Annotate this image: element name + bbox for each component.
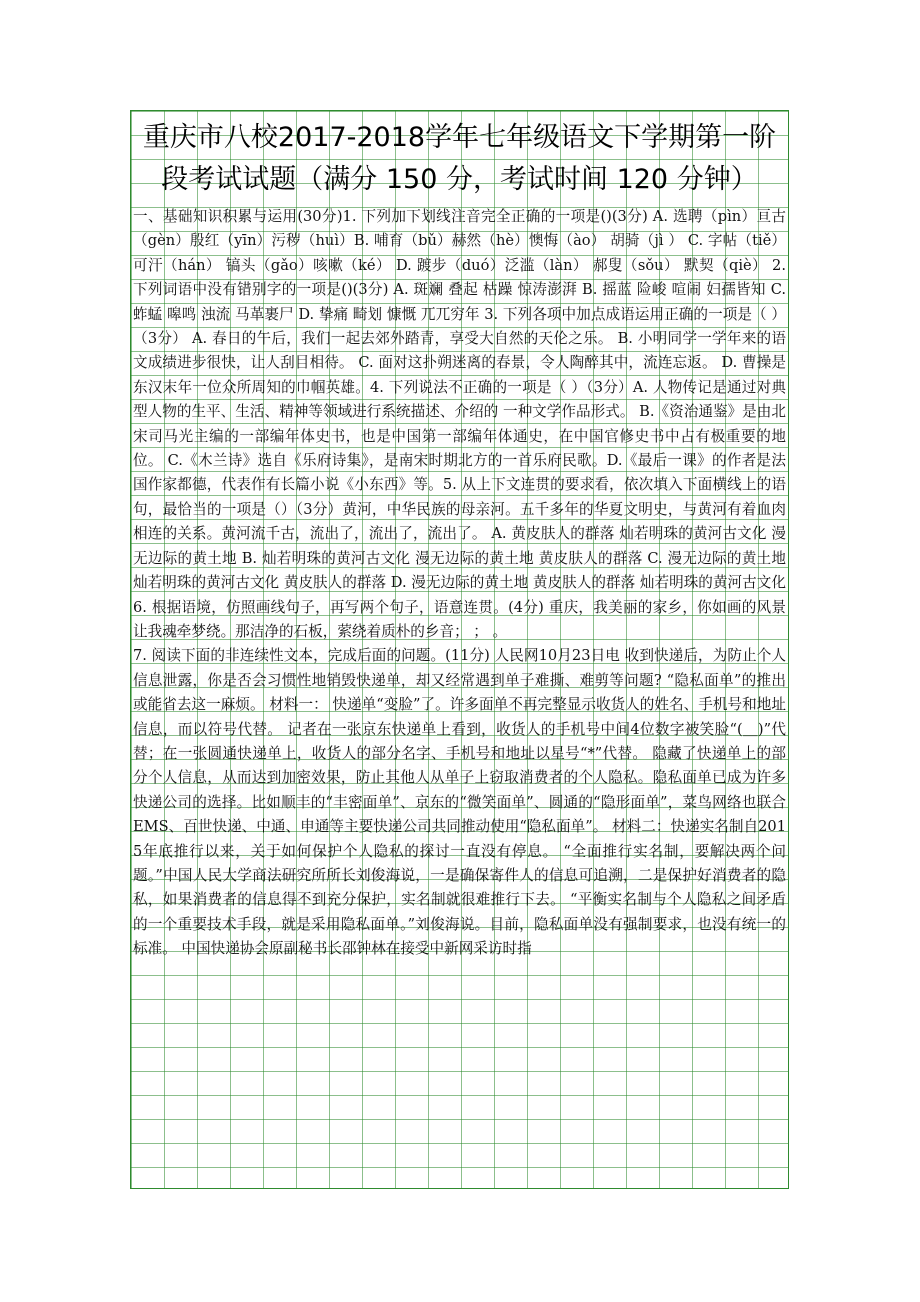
paragraph-question-seven: 7. 阅读下面的非连续性文本，完成后面的问题。(11分) 人民网10月23日电 收到快递后，为防止个人信息泄露，你是否会习惯性地销毁快递单，却又经常遇到单子难撕、难剪等问题? “隐私面单”的推出或能省去这一麻烦。 材料一： 快递单“变脸”了。许多面单不再完整显示收货人的姓名、手机号和地址信息，而以符号代替。 记者在一张京东快递单上看到，收货人的手机号中间4位数字被笑脸“(＿)”代替；在一张圆通快递单上，收货人的部分名字、手机号和地址以星号“*”代替。 隐藏了快递单上的部分个人信息，从而达到加密效果，防止其他人从单子上窃取消费者的个人隐私。隐私面单已成为许多快递公司的选择。比如顺丰的“丰密面单”、京东的“微笑面单”、圆通的“隐形面单”，菜鸟网络也联合EMS、百世快递、中通、申通等主要快递公司共同推动使用“隐私面单”。 材料二：快递实名制自2015年底推行以来，关于如何保护个人隐私的探讨一直没有停息。 “全面推行实名制，要解决两个问题。”中国人民大学商法研究所所长刘俊海说，一是确保寄件人的信息可追溯，二是保护好消费者的隐私，如果消费者的信息得不到充分保护，实名制就很难推行下去。 “平衡实名制与个人隐私之间矛盾的一个重要技术手段，就是采用隐私面单。”刘俊海说。目前，隐私面单没有强制要求，也没有统一的标准。 中国快递协会原副秘书长邵钟林在接受中新网采访时指	[133, 647, 786, 958]
document-title: 重庆市八校2017-2018学年七年级语文下学期第一阶段考试试题（满分 150 分，考试时间 120 分钟）	[142, 122, 777, 195]
paragraph-section-one: 一、基础知识积累与运用(30分)1. 下列加下划线注音完全正确的一项是()(3分) A. 选聘（pìn）亘古（gèn）殷红（yīn）污秽（huì）B. 哺育（bǔ）赫然（hè）懊悔（ào） 胡骑（jì ） C. 字帖（tiě）可汗（hán） 镐头（gǎo）咳嗽（ké） D. 踱步（duó）泛滥（làn） 郝叟（sǒu） 默契（qiè） 2. 下列词语中没有错别字的一项是()(3分) A. 斑斓 叠起 枯躁 惊涛澎湃 B. 摇蓝 险峻 喧闹 妇孺皆知 C. 蚱蜢 嗥鸣 浊流 马革裹尸 D. 挚痛 畸划 慷慨 兀兀穷年 3. 下列各项中加点成语运用正确的一项是（ ）（3分） A. 春日的午后，我们一起去郊外踏青，享受大自然的天伦之乐。 B. 小明同学一学年来的语文成绩进步很快，让人刮目相待。 C. 面对这扑朔迷离的春景，令人陶醉其中，流连忘返。 D. 曹操是东汉末年一位众所周知的巾帼英雄。4. 下列说法不正确的一项是（ ）（3分）A. 人物传记是通过对典型人物的生平、生活、精神等领域进行系统描述、介绍的 一种文学作品形式。 B.《资治通鉴》是由北宋司马光主编的一部编年体史书，也是中国第一部编年体通史，在中国官修史书中占有极重要的地位。 C.《木兰诗》选自《乐府诗集》，是南宋时期北方的一首乐府民歌。D.《最后一课》的作者是法国作家都德，代表作有长篇小说《小东西》等。5. 从上下文连贯的要求看，依次填入下面横线上的语句，最恰当的一项是（）（3分）黄河，中华民族的母亲河。五千多年的华夏文明史，与黄河有着血肉相连的关系。黄河流千古，流出了，流出了，流出了。 A. 黄皮肤人的群落 灿若明珠的黄河古文化 漫无边际的黄土地 B. 灿若明珠的黄河古文化 漫无边际的黄土地 黄皮肤人的群落 C. 漫无边际的黄土地 灿若明珠的黄河古文化 黄皮肤人的群落 D. 漫无边际的黄土地 黄皮肤人的群落 灿若明珠的黄河古文化6. 根据语境，仿照画线句子，再写两个句子，语意连贯。(4分) 重庆，我美丽的家乡，你如画的风景让我魂牵梦绕。那洁净的石板，萦绕着质朴的乡音； ； 。	[133, 208, 786, 640]
document-page	[130, 110, 789, 1189]
document-body	[131, 205, 788, 962]
